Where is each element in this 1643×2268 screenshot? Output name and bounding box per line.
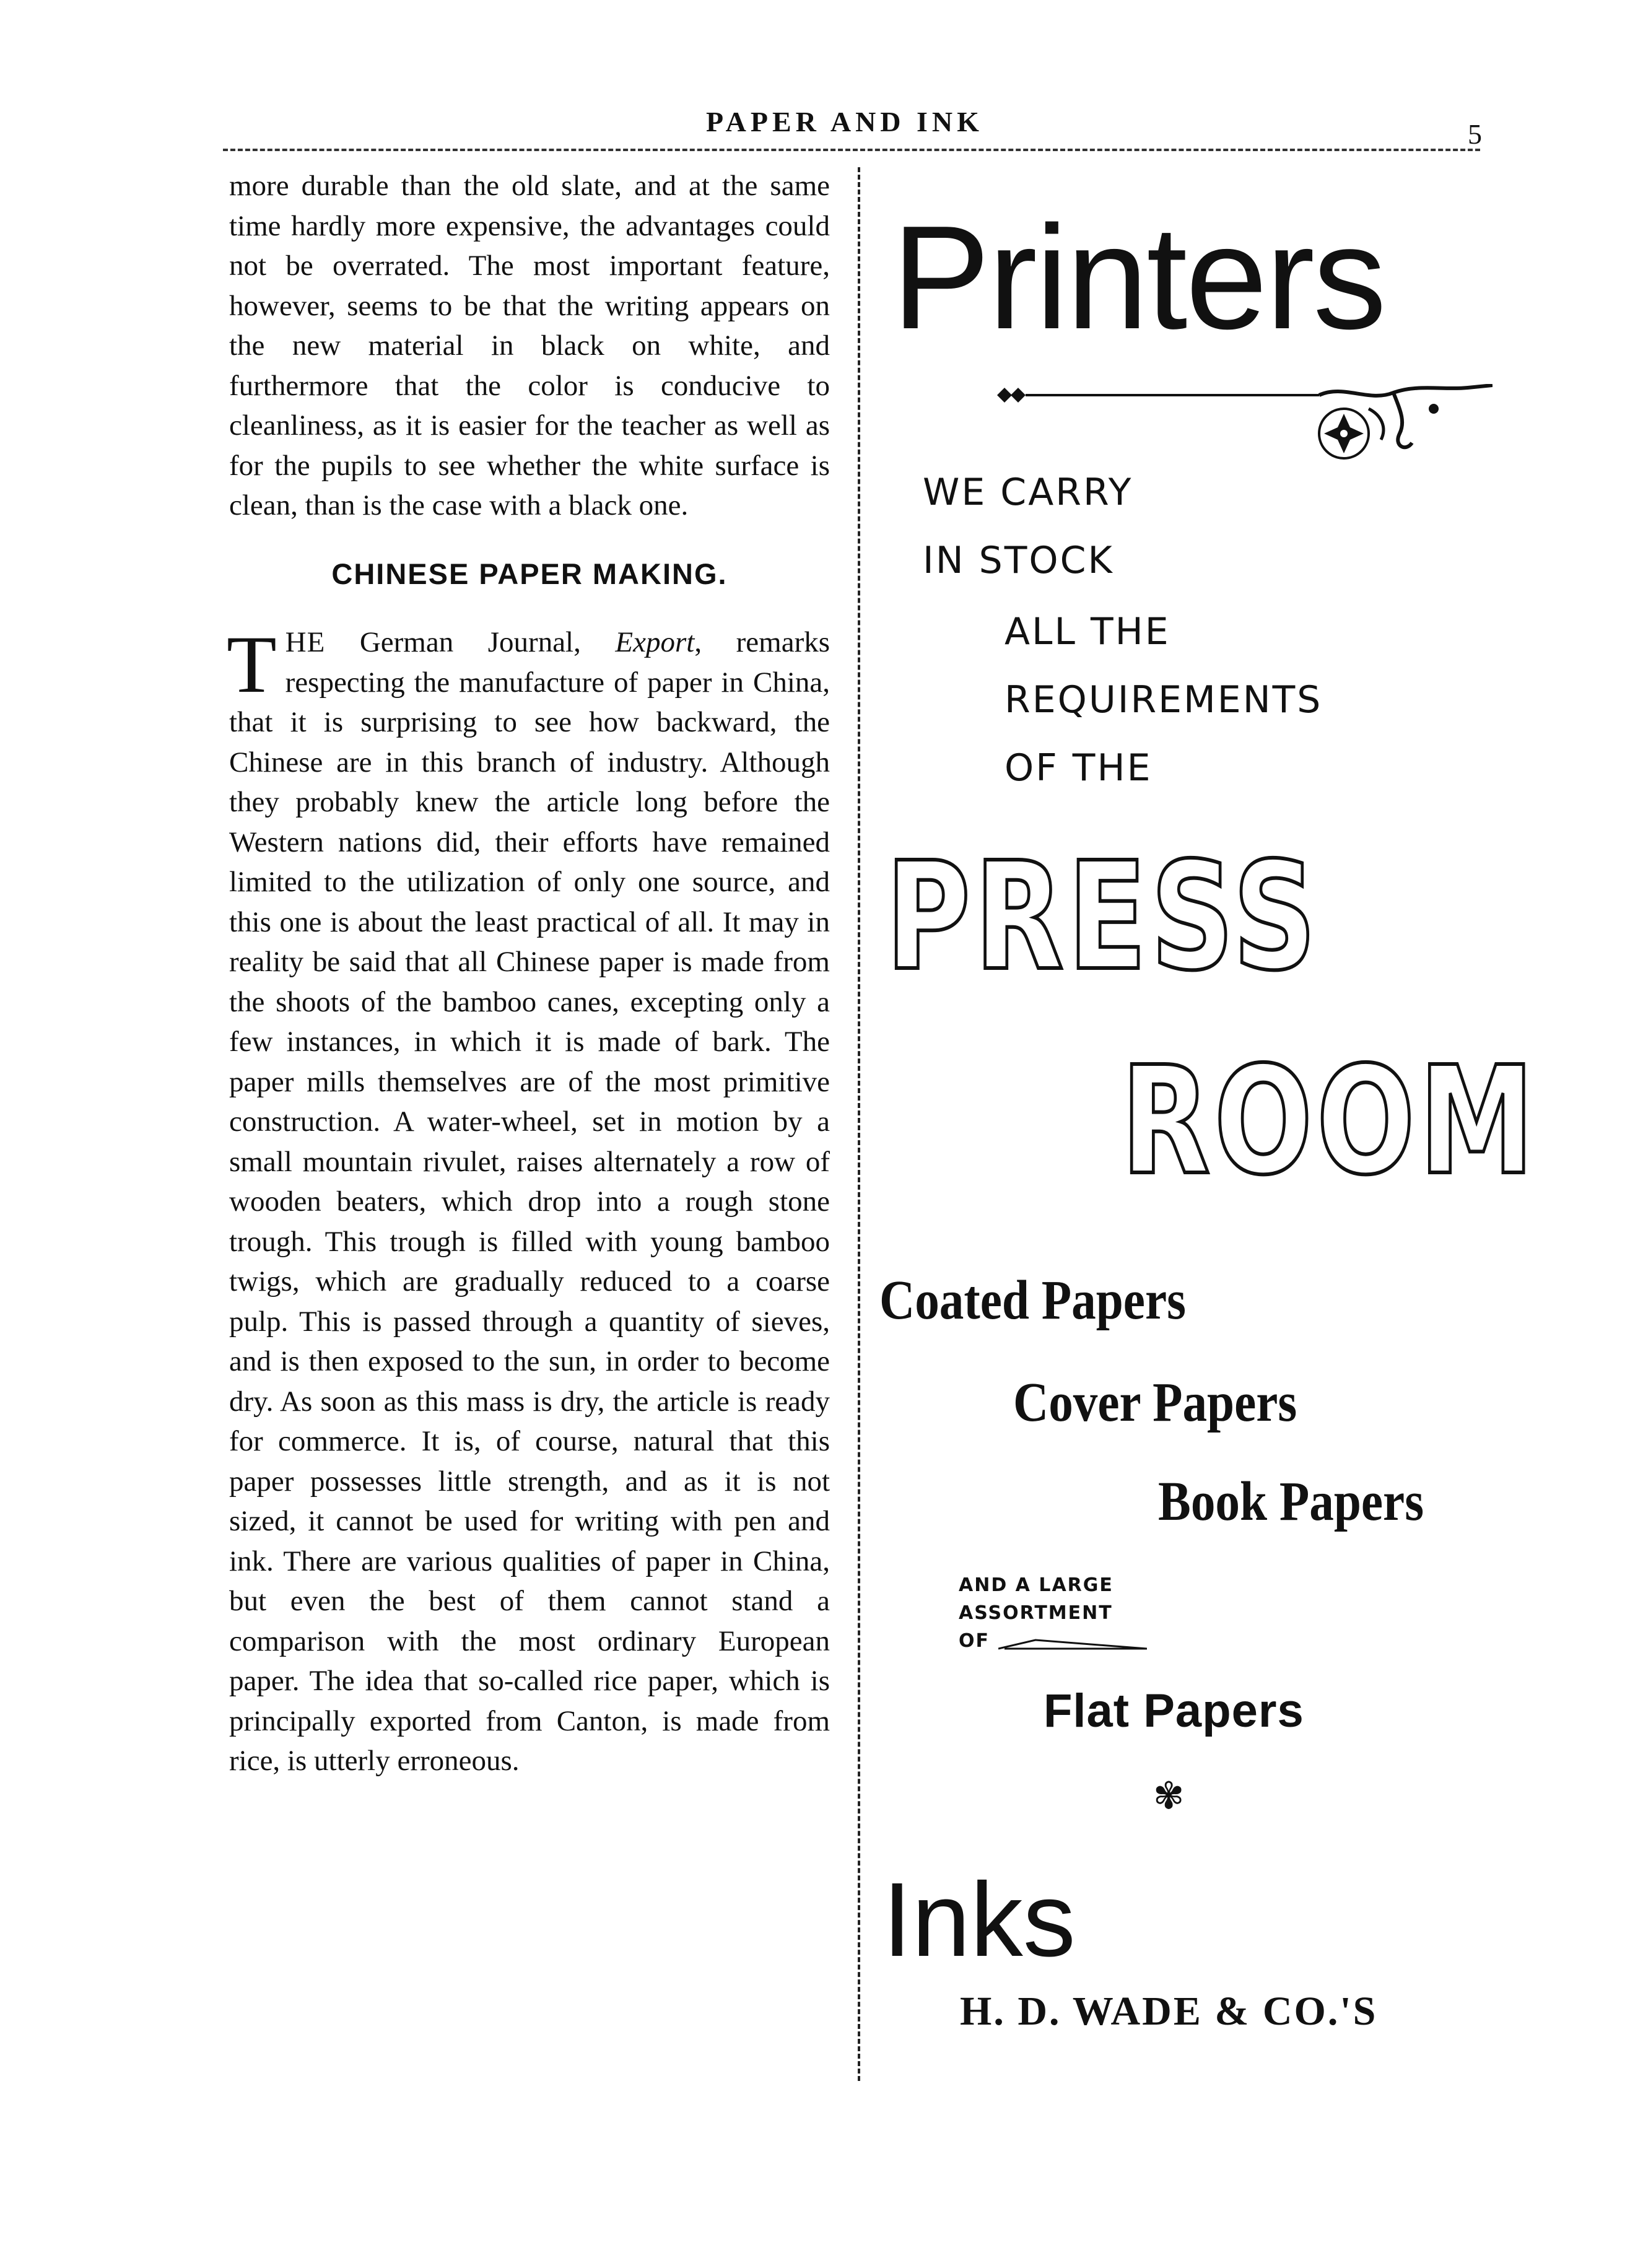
ad-outline-word-press: PRESS	[886, 830, 1320, 1003]
ad-inks: Inks	[883, 1861, 1076, 1979]
ad-assortment: ASSORTMENT	[959, 1602, 1113, 1624]
ad-line-we-carry: WE CARRY	[923, 471, 1133, 514]
ad-company-name: H. D. WADE & CO.'S	[960, 1989, 1378, 2034]
ad-line-in-stock: IN STOCK	[923, 539, 1114, 582]
column-divider	[858, 167, 860, 2081]
ad-coated-papers: Coated Papers	[879, 1270, 1186, 1331]
flower-ornament-icon: ✾	[1153, 1774, 1185, 1818]
ad-line-of-the: OF THE	[1005, 746, 1153, 790]
article-paragraph	[227, 619, 830, 1781]
ad-outline-word-room: ROOM	[1121, 1034, 1538, 1208]
ad-line-all-the: ALL THE	[1005, 610, 1170, 653]
ad-headline-printers: Printers	[892, 196, 1385, 360]
paragraph-text: German Journal,	[325, 626, 616, 658]
lead-in-smallcaps: HE	[285, 626, 326, 658]
ad-of: OF	[959, 1630, 990, 1652]
ad-book-papers: Book Papers	[1158, 1471, 1424, 1532]
header-rule	[223, 149, 1480, 151]
ad-flat-papers: Flat Papers	[1044, 1685, 1304, 1737]
ad-line-requirements: REQUIREMENTS	[1005, 678, 1323, 722]
ad-and-a-large: AND A LARGE	[959, 1574, 1113, 1596]
page-number: 5	[1468, 118, 1482, 150]
running-header-title: PAPER AND INK	[706, 106, 983, 137]
ornament-flourish-icon	[997, 384, 1493, 483]
section-heading: CHINESE PAPER MAKING.	[331, 557, 728, 590]
journal-name: Export	[615, 626, 695, 658]
paragraph-text: , remarks respecting the manufacture of paper in China, that it is surprising to see how backward, the Chinese are in this branch of industry. Although they probably knew the article long before the Western nations did, their efforts have remained limited to the utilization of only one source, and this one is about the least practical of all. It may in reality be said that all Chinese paper is made from the shoots of the bamboo canes, excepting only a few instances, in which it is made of bark. The paper mills themselves are of the most primitive construction. A water-wheel, set in motion by a small mountain rivulet, raises alternately a row of wooden beaters, which drop into a rough stone trough. This trough is filled with young bamboo twigs, which are gradually reduced to a coarse pulp. This is passed through a quantity of sieves, and is then exposed to the sun, in order to become dry. As soon as this mass is dry, the article is ready for commerce. It is, of course, natural that this paper possesses little strength, and as it is not sized, it cannot be used for writing with pen and ink. There are various qualities of paper in China, but even the best of them cannot stand a comparison with the most ordinary European paper. The idea that so-called rice paper, which is principally exported from Canton, is made from rice, is utterly erroneous.	[229, 626, 830, 1777]
drop-cap: T	[227, 619, 277, 710]
ad-of-rule	[998, 1635, 1147, 1654]
article-paragraph-continued: more durable than the old slate, and at the same time hardly more expensive, the advantages could not be overrated. The most important feature, however, seems to be that the writing appears on the new material in black on white, and furthermore that the color is conducive to cleanliness, as it is easier for the teacher as well as for the pupils to see whether the white surface is clean, than is the case with a black one.	[229, 170, 830, 521]
ad-cover-papers: Cover Papers	[1013, 1372, 1297, 1433]
article-column	[229, 166, 830, 1781]
